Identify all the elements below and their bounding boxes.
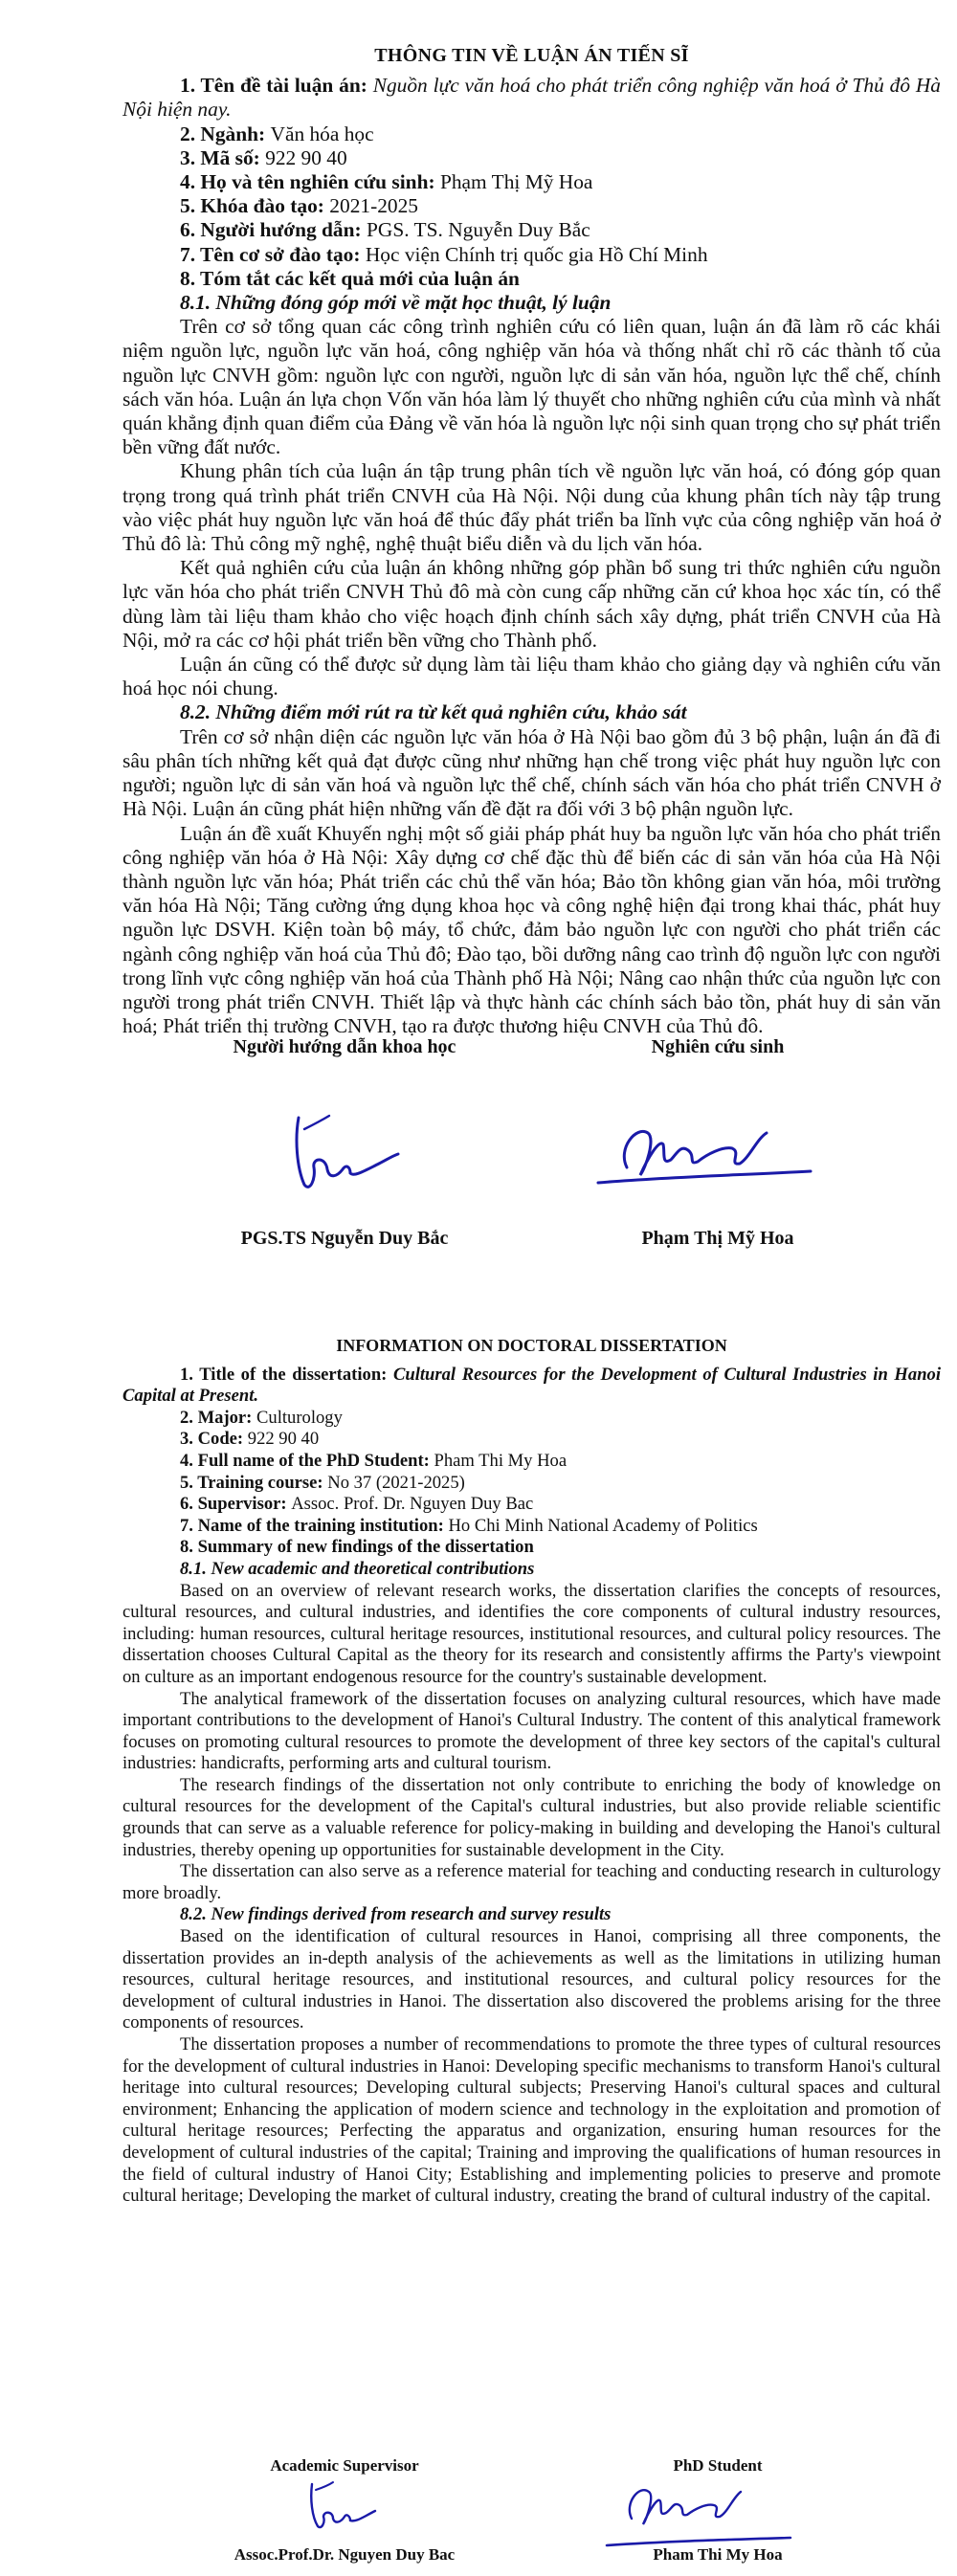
vn-item-value: Phạm Thị Mỹ Hoa [439,170,593,194]
vn-item-label: 4. Họ và tên nghiên cứu sinh: [180,170,440,194]
en-item-institution [122,1516,941,1538]
vn-item-value: Học viện Chính trị quốc gia Hồ Chí Minh [365,242,708,266]
vn-item-value: 922 90 40 [265,145,347,169]
vn-supervisor-label: Người hướng dẫn khoa học [233,1036,456,1057]
vn-subheading-1: 8.1. Những đóng góp mới về mặt học thuật, lý luận [180,291,612,315]
vn-item-label: 1. Tên đề tài luận án: [180,74,373,98]
en-item-value: Pham Thi My Hoa [434,1450,568,1471]
en-item-value: 922 90 40 [247,1429,320,1450]
en-item-value: Cultural Resources for the Development of Cultural Industries in Hanoi Capital at Present. [122,1364,941,1407]
vn-item-value: Nguồn lực văn hoá cho phát triển công nghiệp văn hoá ở Thủ đô Hà Nội hiện nay. [122,74,942,122]
vn-item-value: 2021-2025 [329,194,418,218]
vietnamese-section [122,44,941,1038]
vn-item-label: 8. Tóm tắt các kết quả mới của luận án [180,266,520,290]
en-title: INFORMATION ON DOCTORAL DISSERTATION [336,1336,727,1355]
en-student-label: PhD Student [673,2456,763,2475]
vn-subheading-2: 8.2. Những điểm mới rút ra từ kết quả nghiên cứu, khảo sát [180,700,687,724]
vn-item-code [122,146,941,170]
en-item-value: Ho Chi Minh National Academy of Politics [448,1515,758,1536]
vn-item-student [122,170,941,194]
en-item-value: No 37 (2021-2025) [327,1472,465,1493]
en-item-label: 5. Training course: [180,1472,328,1493]
vn-item-label: 5. Khóa đào tạo: [180,194,330,218]
vn-student-name: Phạm Thị Mỹ Hoa [641,1228,794,1249]
en-subheading-1: 8.1. New academic and theoretical contributions [180,1558,535,1579]
en-supervisor-name: Assoc.Prof.Dr. Nguyen Duy Bac [234,2545,456,2564]
vn-item-major [122,122,941,146]
en-subheading-2: 8.2. New findings derived from research and survey results [180,1904,612,1925]
vn-paragraph: Luận án đề xuất Khuyến nghị một số giải pháp phát huy ba nguồn lực văn hóa cho phát triển công nghiệp văn hóa ở Hà Nội: Xây dựng cơ chế đặc thù để biến các di sản văn hóa của Hà Nội thành nguồn lực văn hóa; Phát triển các chủ thể văn hóa; Bảo tồn không gian văn hóa, môi trường văn hóa Hà Nội; Tăng cường ứng dụng khoa học và công nghệ hiện đại trong khai thác, phát huy nguồn lực DSVH. Kiện toàn bộ máy, tổ chức, đảm bảo nguồn lực con người cho phát triển các ngành công nghiệp văn hoá của Thủ đô; Đào tạo, bồi dưỡng nâng cao trình độ nguồn lực con người trong lĩnh vực công nghiệp văn hoá của Thành phố Hà Nội; Nâng cao nhận thức của nguồn lực con người trong phát triển CNVH. Thiết lập và thực hành các chính sách bảo tồn, phát huy di sản văn hoá; Phát triển thị trường CNVH, tạo ra được thương hiệu CNVH của Thủ đô. [122,821,941,1038]
vn-item-label: 6. Người hướng dẫn: [180,218,367,242]
vn-item-label: 7. Tên cơ sở đào tạo: [180,242,366,266]
vn-paragraph: Luận án cũng có thể được sử dụng làm tài liệu tham khảo cho giảng dạy và nghiên cứu văn hoá học nói chung. [122,653,941,700]
vn-student-signature [589,1110,818,1196]
en-supervisor-signature [304,2478,381,2536]
en-item-value: Culturology [256,1407,343,1428]
en-item-student [122,1451,941,1473]
vn-item-label: 3. Mã số: [180,145,266,169]
en-paragraph: Based on an overview of relevant research works, the dissertation clarifies the concepts of resources, cultural resources, and cultural industries, and identifies the core components of cultural industry resources, including: human resources, cultural heritage resources, institutional resources, and cultural policy resources. The dissertation chooses Cultural Capital as the theory for its research and consistently affirms the Party's viewpoint on culture as an important endogenous resource for the country's sustainable development. [122,1580,941,1687]
vn-item-value: Văn hóa học [270,122,374,145]
en-item-course [122,1473,941,1495]
en-item-label: 7. Name of the training institution: [180,1515,449,1536]
en-item-label: 3. Code: [180,1429,248,1450]
vn-supervisor-name: PGS.TS Nguyễn Duy Bắc [240,1228,449,1249]
en-item-summary [122,1537,941,1559]
en-item-label: 8. Summary of new findings of the dissertation [180,1537,534,1558]
vn-item-title [122,74,941,122]
vn-item-supervisor [122,218,941,242]
vn-supervisor-signature [287,1100,402,1206]
vn-item-value: PGS. TS. Nguyễn Duy Bắc [366,218,590,242]
en-item-label: 1. Title of the dissertation: [180,1364,393,1385]
vn-paragraph: Khung phân tích của luận án tập trung phân tích về nguồn lực văn hoá, có đóng góp quan trọng trong quá trình phát triển CNVH của Hà Nội. Nội dung của khung phân tích này tập trung vào việc phát huy nguồn lực văn hoá để thúc đẩy phát triển ba lĩnh vực của công nghiệp văn hoá ở Thủ đô là: Thủ công mỹ nghệ, nghệ thuật biểu diễn và du lịch văn hóa. [122,459,941,556]
en-paragraph: The dissertation proposes a number of recommendations to promote the three types of cultural resources for the development of cultural industries in Hanoi: Developing specific mechanisms to transform Hanoi's cultural heritage into cultural resources; Developing cultural subjects; Preserving Hanoi's cultural spaces and cultural environment; Enhancing the application of modern science and technology in the exploitation and promotion of cultural heritage resources; Perfecting the apparatus and organization, ensuring human resources for the development of cultural industries of the capital; Training and improving the qualifications of human resources in the field of cultural industry of Hanoi City; Establishing and implementing policies to preserve and promote cultural heritage; Developing the market of cultural industry, creating the brand of cultural industry of the capital. [122,2034,941,2207]
english-section [122,1335,941,2208]
en-paragraph: The research findings of the dissertation not only contribute to enriching the body of knowledge on cultural resources for the development of the Capital's cultural industries, but also provide reliable scientific grounds that can serve as a valuable reference for policy-making in building and developing the Hanoi's cultural industries, thereby opening up opportunities for sustainable development in the City. [122,1774,941,1860]
en-item-label: 6. Supervisor: [180,1494,292,1515]
en-student-underline [603,2532,794,2551]
en-item-value: Assoc. Prof. Dr. Nguyen Duy Bac [291,1494,534,1515]
en-item-label: 4. Full name of the PhD Student: [180,1450,434,1471]
vn-item-label: 2. Ngành: [180,122,271,145]
en-supervisor-label: Academic Supervisor [270,2456,419,2475]
vn-item-summary [122,267,941,291]
vn-item-institution [122,243,941,267]
vn-item-course [122,194,941,218]
en-item-label: 2. Major: [180,1407,257,1428]
en-item-code [122,1429,941,1451]
vn-paragraph: Kết quả nghiên cứu của luận án không những góp phần bổ sung tri thức nghiên cứu nguồn lực văn hóa cho phát triển CNVH Thủ đô mà còn cung cấp những căn cứ khoa học xác tín, có thể dùng làm tài liệu tham khảo cho việc hoạch định chính sách xây dựng, phát triển CNVH của Hà Nội, mở ra các cơ hội phát triển bền vững cho Thành phố. [122,556,941,652]
vn-title: THÔNG TIN VỀ LUẬN ÁN TIẾN SĨ [374,45,689,66]
en-item-major [122,1408,941,1430]
vn-paragraph: Trên cơ sở tổng quan các công trình nghiên cứu có liên quan, luận án đã làm rõ các khái niệm nguồn lực, nguồn lực văn hoá, công nghiệp văn hóa và thống nhất chỉ rõ các thành tố của nguồn lực CNVH gồm: nguồn lực con người, nguồn lực di sản văn hóa, nguồn lực thể chế, chính sách văn hóa. Luận án lựa chọn Vốn văn hóa làm lý thuyết cho những nghiên cứu của mình và nhất quán khẳng định quan điểm của Đảng về văn hóa là nguồn lực nội sinh quan trọng cho sự phát triển bền vững đất nước. [122,315,941,459]
vn-student-label: Nghiên cứu sinh [651,1036,785,1057]
vn-paragraph: Trên cơ sở nhận diện các nguồn lực văn hóa ở Hà Nội bao gồm đủ 3 bộ phận, luận án đã đi sâu phân tích những kết quả đạt được cũng như những hạn chế trong việc phát huy nguồn lực con người; nguồn lực di sản văn hoá và nguồn lực thể chế, chính sách văn hóa cho phát triển CNVH ở Hà Nội. Luận án cũng phát hiện những vấn đề đặt ra đối với 3 bộ phận nguồn lực. [122,724,941,821]
en-student-name: Pham Thi My Hoa [653,2545,783,2564]
en-item-supervisor [122,1494,941,1516]
en-item-title [122,1365,941,1408]
en-paragraph: Based on the identification of cultural resources in Hanoi, comprising all three components, the dissertation provides an in-depth analysis of the achievements as well as the limitations in utilizing human resources, cultural heritage resources, and institutional resources, and cultural policy resources for the development of cultural industries in Hanoi. The dissertation also discovered the problems arising for the three components of resources. [122,1926,941,2033]
en-paragraph: The dissertation can also serve as a reference material for teaching and conducting research in culturology more broadly. [122,1861,941,1903]
en-paragraph: The analytical framework of the dissertation focuses on analyzing cultural resources, which have made important contributions to the development of Hanoi's Cultural Industry. The content of this analytical framework focuses on promoting cultural resources to promote the development of three key sectors of the capital's cultural industries: handicrafts, performing arts and cultural tourism. [122,1688,941,1774]
